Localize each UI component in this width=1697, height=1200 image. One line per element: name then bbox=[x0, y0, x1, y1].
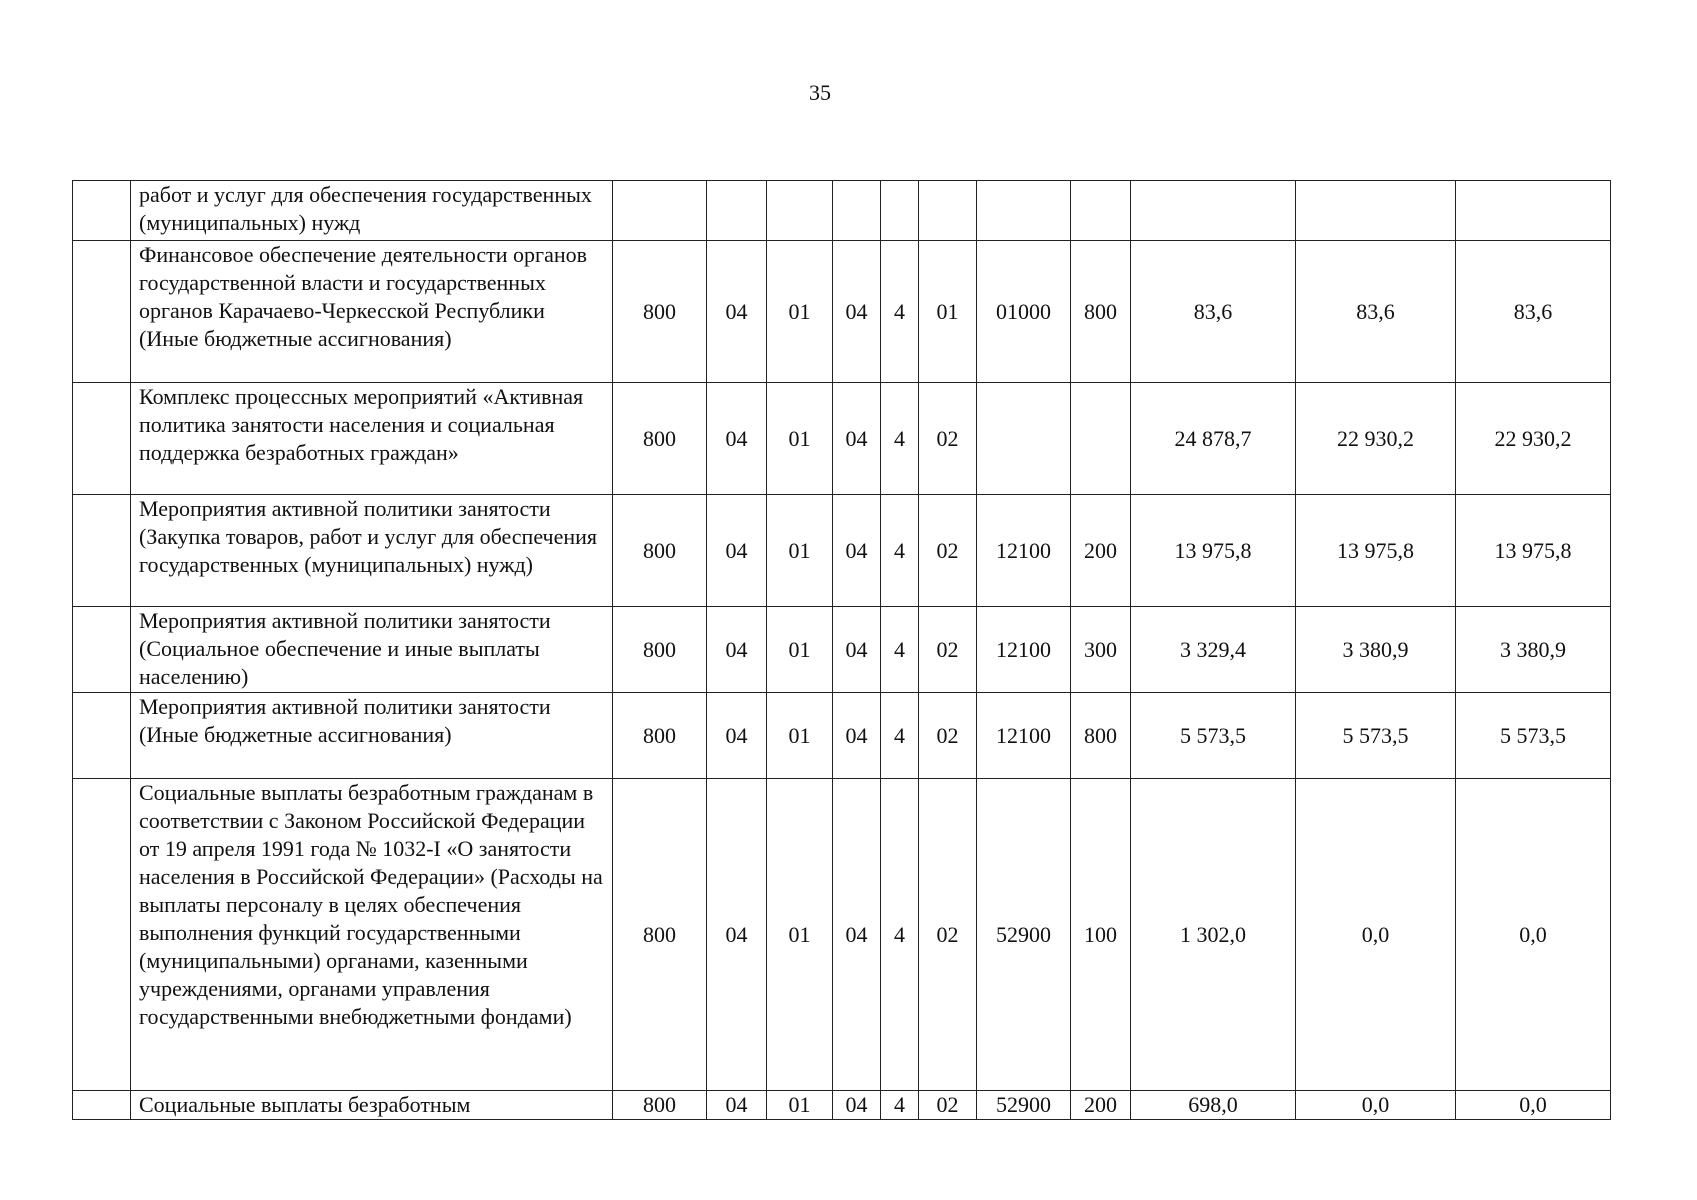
code-cell-c6: 02 bbox=[919, 693, 977, 779]
code-cell-c7: 12100 bbox=[977, 693, 1071, 779]
code-cell-c2: 04 bbox=[707, 383, 767, 495]
amount-cell-v1: 1 302,0 bbox=[1131, 779, 1296, 1091]
code-cell-c8: 100 bbox=[1071, 779, 1131, 1091]
code-cell-c3: 01 bbox=[767, 495, 833, 607]
expense-name-cell: Социальные выплаты безработным bbox=[131, 1091, 613, 1120]
row-number-cell bbox=[73, 241, 131, 383]
code-cell-c8: 800 bbox=[1071, 241, 1131, 383]
code-cell-c1: 800 bbox=[613, 693, 707, 779]
code-cell-c7: 12100 bbox=[977, 607, 1071, 693]
expense-name-cell: Комплекс процессных мероприятий «Активная политика занятости населения и социальная поддержка безработных граждан» bbox=[131, 383, 613, 495]
page-number: 35 bbox=[809, 80, 831, 105]
code-cell-c8: 300 bbox=[1071, 607, 1131, 693]
amount-cell-v1: 5 573,5 bbox=[1131, 693, 1296, 779]
code-cell-c2: 04 bbox=[707, 1091, 767, 1120]
row-number-cell bbox=[73, 383, 131, 495]
code-cell-c6: 02 bbox=[919, 1091, 977, 1120]
code-cell-c3: 01 bbox=[767, 779, 833, 1091]
code-cell-c2: 04 bbox=[707, 241, 767, 383]
table-row bbox=[73, 693, 1611, 779]
code-cell-c8: 200 bbox=[1071, 1091, 1131, 1120]
amount-cell-v3: 0,0 bbox=[1456, 1091, 1611, 1120]
amount-cell-v3 bbox=[1456, 181, 1611, 241]
code-cell-c6: 02 bbox=[919, 607, 977, 693]
row-number-cell bbox=[73, 181, 131, 241]
code-cell-c4: 04 bbox=[833, 779, 881, 1091]
code-cell-c7: 52900 bbox=[977, 1091, 1071, 1120]
code-cell-c7 bbox=[977, 383, 1071, 495]
code-cell-c5: 4 bbox=[881, 607, 919, 693]
code-cell-c2 bbox=[707, 181, 767, 241]
row-number-cell bbox=[73, 495, 131, 607]
code-cell-c5: 4 bbox=[881, 779, 919, 1091]
code-cell-c6: 01 bbox=[919, 241, 977, 383]
code-cell-c4: 04 bbox=[833, 241, 881, 383]
code-cell-c7: 52900 bbox=[977, 779, 1071, 1091]
amount-cell-v2: 0,0 bbox=[1296, 779, 1456, 1091]
amount-cell-v2: 3 380,9 bbox=[1296, 607, 1456, 693]
amount-cell-v1: 13 975,8 bbox=[1131, 495, 1296, 607]
budget-table bbox=[72, 180, 1611, 1120]
code-cell-c6: 02 bbox=[919, 383, 977, 495]
code-cell-c2: 04 bbox=[707, 495, 767, 607]
code-cell-c3: 01 bbox=[767, 1091, 833, 1120]
expense-name-cell: Мероприятия активной политики занятости (Закупка товаров, работ и услуг для обеспечения государственных (муниципальных) нужд) bbox=[131, 495, 613, 607]
code-cell-c2: 04 bbox=[707, 693, 767, 779]
amount-cell-v2: 0,0 bbox=[1296, 1091, 1456, 1120]
amount-cell-v2: 83,6 bbox=[1296, 241, 1456, 383]
code-cell-c3: 01 bbox=[767, 383, 833, 495]
table-row bbox=[73, 607, 1611, 693]
code-cell-c6 bbox=[919, 181, 977, 241]
table-row bbox=[73, 241, 1611, 383]
code-cell-c7 bbox=[977, 181, 1071, 241]
code-cell-c1: 800 bbox=[613, 241, 707, 383]
amount-cell-v3: 13 975,8 bbox=[1456, 495, 1611, 607]
amount-cell-v2: 13 975,8 bbox=[1296, 495, 1456, 607]
code-cell-c8: 200 bbox=[1071, 495, 1131, 607]
code-cell-c1 bbox=[613, 181, 707, 241]
amount-cell-v2: 22 930,2 bbox=[1296, 383, 1456, 495]
code-cell-c1: 800 bbox=[613, 607, 707, 693]
code-cell-c2: 04 bbox=[707, 779, 767, 1091]
code-cell-c5: 4 bbox=[881, 241, 919, 383]
code-cell-c5: 4 bbox=[881, 1091, 919, 1120]
row-number-cell bbox=[73, 779, 131, 1091]
code-cell-c5: 4 bbox=[881, 383, 919, 495]
amount-cell-v3: 22 930,2 bbox=[1456, 383, 1611, 495]
amount-cell-v1: 24 878,7 bbox=[1131, 383, 1296, 495]
code-cell-c1: 800 bbox=[613, 383, 707, 495]
table-row bbox=[73, 1091, 1611, 1120]
code-cell-c7: 01000 bbox=[977, 241, 1071, 383]
code-cell-c1: 800 bbox=[613, 495, 707, 607]
code-cell-c2: 04 bbox=[707, 607, 767, 693]
table-row bbox=[73, 495, 1611, 607]
code-cell-c4: 04 bbox=[833, 1091, 881, 1120]
code-cell-c6: 02 bbox=[919, 779, 977, 1091]
expense-name-cell: работ и услуг для обеспечения государственных (муниципальных) нужд bbox=[131, 181, 613, 241]
code-cell-c4: 04 bbox=[833, 495, 881, 607]
amount-cell-v1 bbox=[1131, 181, 1296, 241]
amount-cell-v1: 83,6 bbox=[1131, 241, 1296, 383]
expense-name-cell: Финансовое обеспечение деятельности органов государственной власти и государственных органов Карачаево-Черкесской Республики (Иные бюджетные ассигнования) bbox=[131, 241, 613, 383]
code-cell-c8 bbox=[1071, 383, 1131, 495]
code-cell-c1: 800 bbox=[613, 779, 707, 1091]
amount-cell-v2: 5 573,5 bbox=[1296, 693, 1456, 779]
amount-cell-v3: 5 573,5 bbox=[1456, 693, 1611, 779]
code-cell-c7: 12100 bbox=[977, 495, 1071, 607]
expense-name-cell: Мероприятия активной политики занятости (Иные бюджетные ассигнования) bbox=[131, 693, 613, 779]
code-cell-c5: 4 bbox=[881, 693, 919, 779]
amount-cell-v3: 0,0 bbox=[1456, 779, 1611, 1091]
table-row bbox=[73, 779, 1611, 1091]
amount-cell-v3: 83,6 bbox=[1456, 241, 1611, 383]
code-cell-c3: 01 bbox=[767, 241, 833, 383]
amount-cell-v3: 3 380,9 bbox=[1456, 607, 1611, 693]
code-cell-c6: 02 bbox=[919, 495, 977, 607]
code-cell-c8 bbox=[1071, 181, 1131, 241]
row-number-cell bbox=[73, 607, 131, 693]
code-cell-c8: 800 bbox=[1071, 693, 1131, 779]
amount-cell-v2 bbox=[1296, 181, 1456, 241]
expense-name-cell: Социальные выплаты безработным гражданам в соответствии с Законом Российской Федерации от 19 апреля 1991 года № 1032-I «О занятости населения в Российской Федерации» (Расходы на выплаты персоналу в целях обеспечения выполнения функций государственными (муниципальными) органами, казенными учреждениями, органами управления государственными внебюджетными фондами) bbox=[131, 779, 613, 1091]
code-cell-c4 bbox=[833, 181, 881, 241]
code-cell-c3: 01 bbox=[767, 607, 833, 693]
code-cell-c5: 4 bbox=[881, 495, 919, 607]
amount-cell-v1: 698,0 bbox=[1131, 1091, 1296, 1120]
code-cell-c4: 04 bbox=[833, 693, 881, 779]
code-cell-c3 bbox=[767, 181, 833, 241]
row-number-cell bbox=[73, 693, 131, 779]
table-body bbox=[73, 181, 1611, 1120]
code-cell-c4: 04 bbox=[833, 383, 881, 495]
code-cell-c4: 04 bbox=[833, 607, 881, 693]
table-row bbox=[73, 181, 1611, 241]
code-cell-c5 bbox=[881, 181, 919, 241]
code-cell-c3: 01 bbox=[767, 693, 833, 779]
amount-cell-v1: 3 329,4 bbox=[1131, 607, 1296, 693]
expense-name-cell: Мероприятия активной политики занятости (Социальное обеспечение и иные выплаты населению) bbox=[131, 607, 613, 693]
table-row bbox=[73, 383, 1611, 495]
row-number-cell bbox=[73, 1091, 131, 1120]
code-cell-c1: 800 bbox=[613, 1091, 707, 1120]
